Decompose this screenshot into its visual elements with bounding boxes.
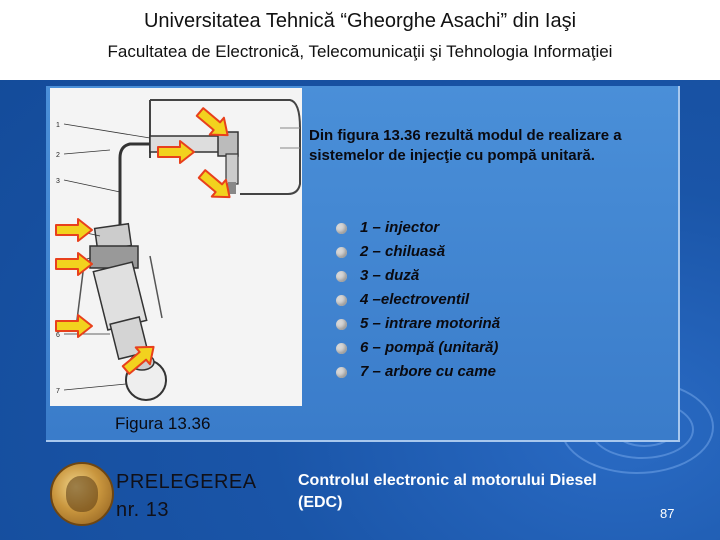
list-item-label: 1 – injector bbox=[360, 219, 440, 236]
injector-diagram bbox=[50, 88, 302, 406]
list-item-label: 6 – pompă (unitară) bbox=[360, 339, 499, 356]
figure-number: 1 bbox=[56, 122, 60, 129]
list-item bbox=[336, 242, 500, 266]
figure-13-36 bbox=[50, 88, 302, 406]
page-number: 87 bbox=[660, 506, 675, 521]
list-item bbox=[336, 218, 500, 242]
list-item-label: 4 –electroventil bbox=[360, 291, 470, 308]
university-seal-icon bbox=[50, 462, 114, 526]
lecture-line1: PRELEGEREA bbox=[116, 471, 257, 493]
figure-number: 3 bbox=[56, 178, 60, 185]
callout-arrow-icon bbox=[56, 253, 92, 275]
bullet-dot-icon bbox=[336, 271, 347, 282]
bullet-dot-icon bbox=[336, 319, 347, 330]
course-title: Controlul electronic al motorului Diesel (EDC) bbox=[298, 472, 597, 511]
bullet-dot-icon bbox=[336, 367, 347, 378]
list-item-label: 5 – intrare motorină bbox=[360, 315, 501, 332]
figure-number: 6 bbox=[56, 332, 60, 339]
bullet-dot-icon bbox=[336, 247, 347, 258]
figure-number: 7 bbox=[56, 388, 60, 395]
list-item bbox=[336, 314, 500, 338]
list-item bbox=[336, 266, 500, 290]
list-item-label: 3 – duză bbox=[360, 267, 420, 284]
slide-header bbox=[0, 0, 720, 80]
bullet-dot-icon bbox=[336, 223, 347, 234]
faculty-title: Facultatea de Electronică, Telecomunicaţii şi Tehnologia Informaţiei bbox=[107, 42, 613, 61]
callout-arrow-icon bbox=[56, 219, 92, 241]
component-list bbox=[336, 218, 500, 386]
bullet-dot-icon bbox=[336, 343, 347, 354]
lecture-line2: nr. 13 bbox=[116, 499, 170, 521]
bullet-dot-icon bbox=[336, 295, 347, 306]
lecture-label bbox=[116, 468, 257, 524]
figure-number: 2 bbox=[56, 152, 60, 159]
list-item bbox=[336, 338, 500, 362]
list-item bbox=[336, 290, 500, 314]
list-item-label: 2 – chiluasă bbox=[360, 243, 446, 260]
intro-text: Din figura 13.36 rezultă modul de realizare a sistemelor de injecţie cu pompă unitară. bbox=[309, 127, 622, 164]
university-title: Universitatea Tehnică “Gheorghe Asachi” din Iaşi bbox=[143, 10, 577, 32]
figure-caption: Figura 13.36 bbox=[115, 414, 211, 433]
list-item bbox=[336, 362, 500, 386]
list-item-label: 7 – arbore cu came bbox=[360, 363, 496, 380]
